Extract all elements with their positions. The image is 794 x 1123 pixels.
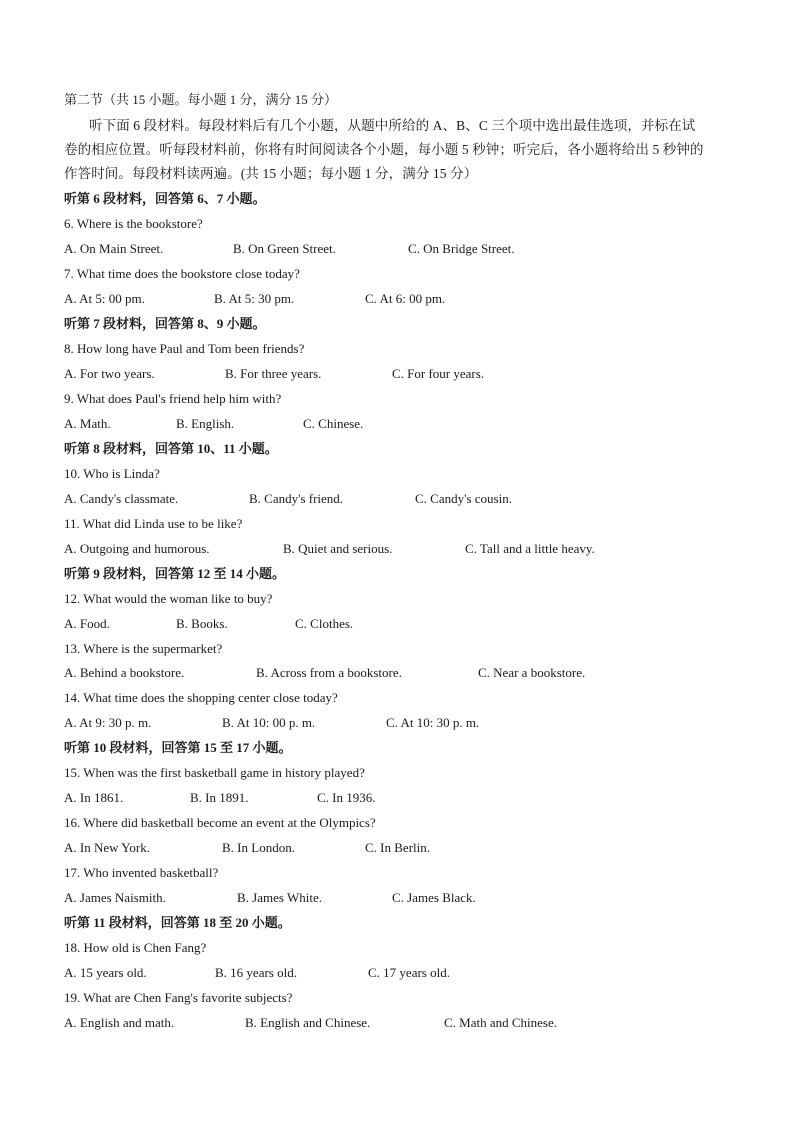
question-text: 19. What are Chen Fang's favorite subjects? <box>64 990 293 1005</box>
option-c: C. In 1936. <box>317 790 376 805</box>
option-c: C. In Berlin. <box>365 840 430 855</box>
option-a: A. James Naismith. <box>64 890 166 905</box>
intro-line-3: 作答时间。每段材料读两遍。(共 15 小题；每小题 1 分，满分 15 分） <box>64 166 478 181</box>
option-b: B. In London. <box>222 840 295 855</box>
option-c: C. 17 years old. <box>368 965 450 980</box>
option-a: A. Behind a bookstore. <box>64 665 185 680</box>
option-a: A. On Main Street. <box>64 241 164 256</box>
option-c: C. Tall and a little heavy. <box>465 541 595 556</box>
option-c: C. At 6: 00 pm. <box>365 291 446 306</box>
option-a: A. 15 years old. <box>64 965 147 980</box>
question-text: 12. What would the woman like to buy? <box>64 591 273 606</box>
question-text: 9. What does Paul's friend help him with? <box>64 391 282 406</box>
group-label: 听第 6 段材料，回答第 6、7 小题。 <box>64 191 266 206</box>
option-c: C. Candy's cousin. <box>415 491 512 506</box>
option-b: B. James White. <box>237 890 322 905</box>
group-label: 听第 7 段材料，回答第 8、9 小题。 <box>64 316 266 331</box>
option-b: B. English. <box>176 416 235 431</box>
option-a: A. Outgoing and humorous. <box>64 541 210 556</box>
option-b: B. In 1891. <box>190 790 249 805</box>
section-heading: 第二节（共 15 小题。每小题 1 分，满分 15 分） <box>64 92 338 107</box>
question-text: 10. Who is Linda? <box>64 466 160 481</box>
question-text: 16. Where did basketball become an event at the Olympics? <box>64 815 376 830</box>
option-a: A. Math. <box>64 416 111 431</box>
option-b: B. At 10: 00 p. m. <box>222 715 316 730</box>
option-a: A. English and math. <box>64 1015 175 1030</box>
option-a: A. In 1861. <box>64 790 124 805</box>
option-c: C. At 10: 30 p. m. <box>386 715 480 730</box>
option-a: A. At 9: 30 p. m. <box>64 715 152 730</box>
question-text: 13. Where is the supermarket? <box>64 641 223 656</box>
option-b: B. Quiet and serious. <box>283 541 393 556</box>
question-text: 14. What time does the shopping center close today? <box>64 690 338 705</box>
question-text: 15. When was the first basketball game in history played? <box>64 765 365 780</box>
option-b: B. English and Chinese. <box>245 1015 371 1030</box>
option-c: C. James Black. <box>392 890 476 905</box>
option-b: B. Candy's friend. <box>249 491 344 506</box>
intro-line-2: 卷的相应位置。听每段材料前，你将有时间阅读各个小题，每小题 5 秒钟；听完后，各小题将给出 5 秒钟的 <box>64 142 704 157</box>
option-b: B. Books. <box>176 616 228 631</box>
option-b: B. On Green Street. <box>233 241 336 256</box>
group-label: 听第 10 段材料，回答第 15 至 17 小题。 <box>64 740 292 755</box>
question-text: 7. What time does the bookstore close today? <box>64 266 300 281</box>
question-text: 6. Where is the bookstore? <box>64 216 203 231</box>
option-a: A. In New York. <box>64 840 150 855</box>
option-a: A. Candy's classmate. <box>64 491 179 506</box>
question-text: 8. How long have Paul and Tom been friends? <box>64 341 305 356</box>
option-a: A. Food. <box>64 616 110 631</box>
question-text: 18. How old is Chen Fang? <box>64 940 207 955</box>
option-a: A. At 5: 00 pm. <box>64 291 145 306</box>
option-c: C. Chinese. <box>303 416 364 431</box>
group-label: 听第 9 段材料，回答第 12 至 14 小题。 <box>64 566 286 581</box>
question-text: 11. What did Linda use to be like? <box>64 516 243 531</box>
option-c: C. On Bridge Street. <box>408 241 515 256</box>
option-b: B. Across from a bookstore. <box>256 665 402 680</box>
option-c: C. Clothes. <box>295 616 354 631</box>
question-text: 17. Who invented basketball? <box>64 865 219 880</box>
option-c: C. Near a bookstore. <box>478 665 586 680</box>
option-b: B. For three years. <box>225 366 322 381</box>
group-label: 听第 11 段材料，回答第 18 至 20 小题。 <box>64 915 291 930</box>
intro-line-1: 听下面 6 段材料。每段材料后有几个小题，从题中所给的 A、B、C 三个项中选出最佳选项，并标在试 <box>89 118 696 133</box>
option-c: C. For four years. <box>392 366 485 381</box>
option-c: C. Math and Chinese. <box>444 1015 558 1030</box>
group-label: 听第 8 段材料，回答第 10、11 小题。 <box>64 441 278 456</box>
option-b: B. 16 years old. <box>215 965 297 980</box>
option-b: B. At 5: 30 pm. <box>214 291 295 306</box>
option-a: A. For two years. <box>64 366 155 381</box>
